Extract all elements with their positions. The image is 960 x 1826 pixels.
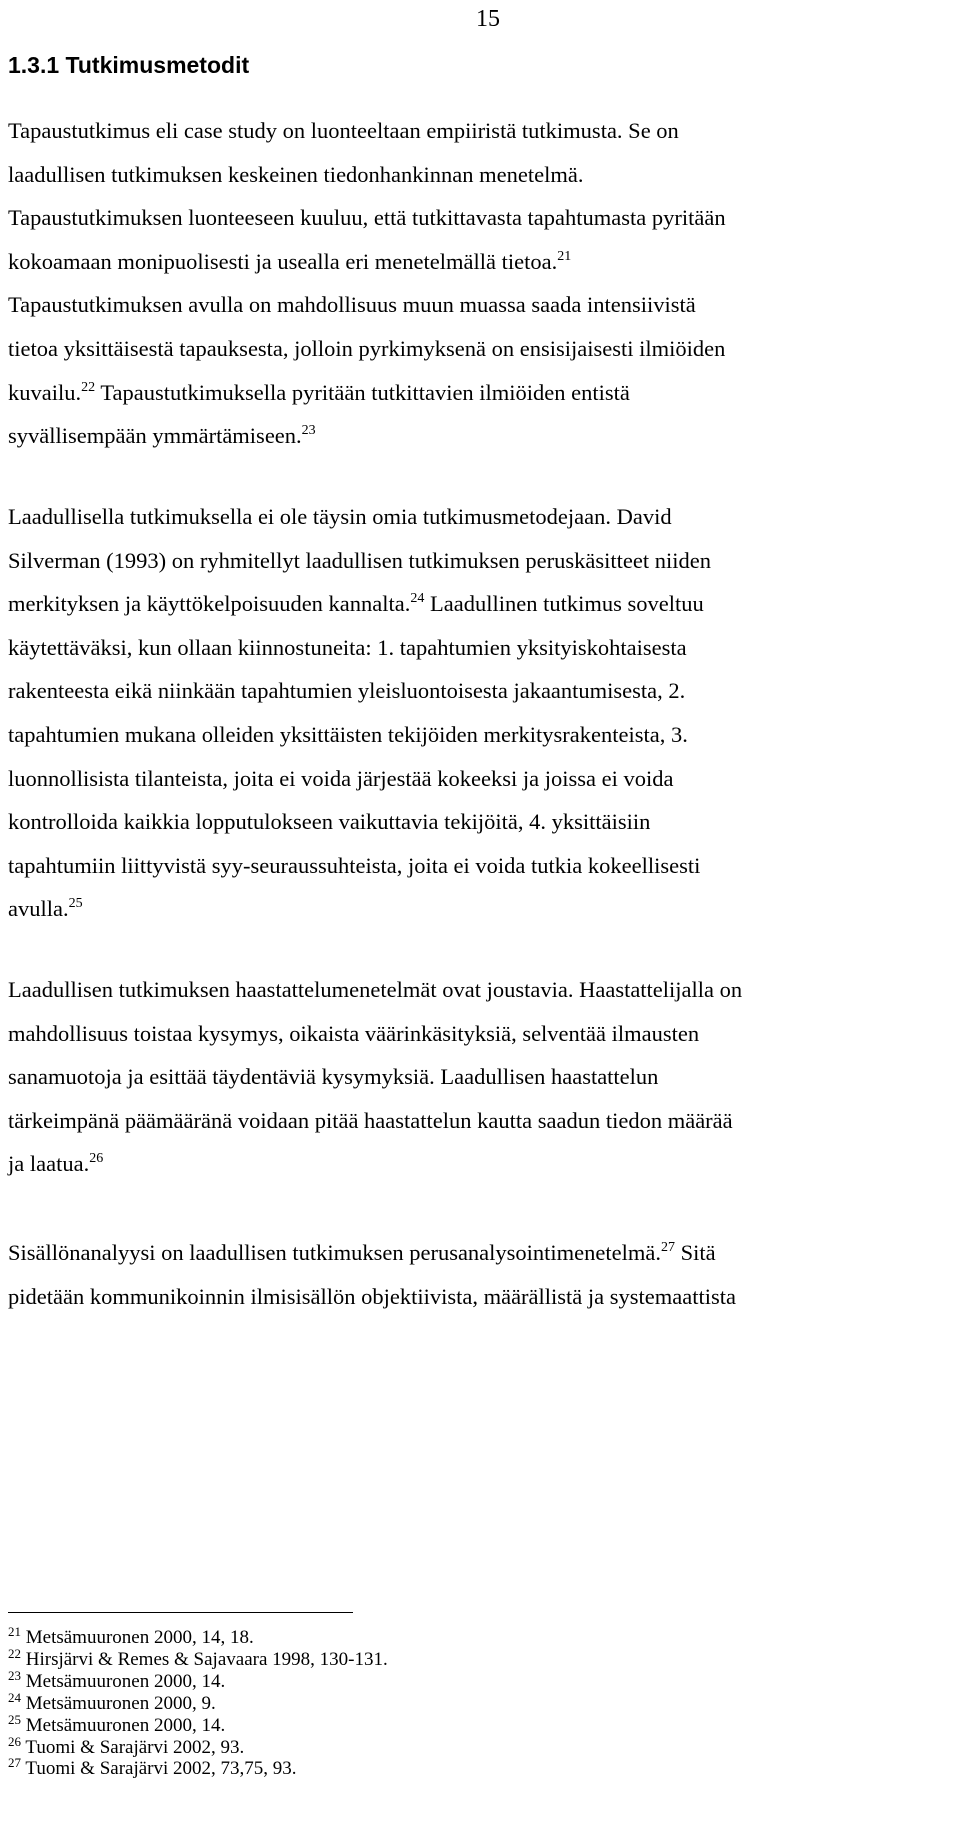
line-text: Tapaustutkimuksen avulla on mahdollisuus muun muassa saada intensiivistä: [8, 292, 696, 318]
line-text: laadullisen tutkimuksen keskeinen tiedonhankinnan menetelmä.: [8, 161, 584, 187]
text-line: [8, 502, 672, 532]
footnote-rule: [8, 1612, 353, 1613]
line-text: luonnollisista tilanteista, joita ei voida järjestää kokeeksi ja joissa ei voida: [8, 765, 674, 791]
text-line: [8, 203, 726, 233]
line-text: kontrolloida kaikkia lopputulokseen vaikuttavia tekijöitä, 4. yksittäisiin: [8, 809, 651, 835]
line-text: kokoamaan monipuolisesti ja usealla eri menetelmällä tietoa.: [8, 248, 558, 274]
footnote: [8, 1757, 297, 1781]
line-text: Laadullisella tutkimuksella ei ole täysin omia tutkimusmetodejaan. David: [8, 504, 672, 529]
text-line: [8, 851, 700, 881]
line-text: tapahtumiin liittyvistä syy-seuraussuhteista, joita ei voida tutkia kokeellisesti: [8, 852, 701, 878]
footnote-text: Tuomi & Sarajärvi 2002, 93.: [25, 1736, 245, 1758]
page-number: 15: [476, 6, 500, 32]
line-text: tietoa yksittäisestä tapauksesta, jolloin pyrkimyksenä on ensisijaisesti ilmiöiden: [8, 336, 726, 361]
footnote-text: Hirsjärvi & Remes & Sajavaara 1998, 130-131.: [25, 1648, 388, 1670]
line-text: kuvailu.: [8, 379, 82, 405]
text-line: [8, 807, 650, 837]
footnote-number: 21: [8, 1624, 21, 1639]
line-text-continued: Sitä: [675, 1240, 716, 1265]
line-text: ja laatua.: [8, 1151, 90, 1177]
line-text: Sisällönanalyysi on laadullisen tutkimuksen perusanalysointimenetelmä.: [8, 1240, 662, 1265]
text-line: [8, 720, 688, 750]
footnote-reference: 25: [68, 896, 83, 912]
footnote-reference: 24: [410, 591, 425, 607]
text-line: [8, 160, 583, 190]
footnote-reference: 26: [89, 1151, 104, 1167]
text-line: [8, 546, 711, 576]
line-text: rakenteesta eikä niinkään tapahtumien yleisluontoisesta jakaantumisesta, 2.: [8, 678, 686, 704]
footnote-reference: 23: [301, 423, 316, 439]
footnote-text: Metsämuuronen 2000, 14, 18.: [25, 1627, 254, 1648]
text-line: [8, 1238, 716, 1268]
text-line: [8, 975, 742, 1005]
footnote-text: Tuomi & Sarajärvi 2002, 73,75, 93.: [25, 1758, 297, 1780]
line-text: Laadullisen tutkimuksen haastattelumenetelmät ovat joustavia. Haastattelijalla on: [8, 977, 743, 1002]
line-text-continued: Tapaustutkimuksella pyritään tutkittavien ilmiöiden entistä: [95, 379, 630, 405]
section-heading: 1.3.1 Tutkimusmetodit: [8, 52, 250, 78]
text-line: [8, 290, 696, 320]
line-text: mahdollisuus toistaa kysymys, oikaista väärinkäsityksiä, selventää ilmausten: [8, 1020, 700, 1046]
line-text: Tapaustutkimus eli case study on luonteeltaan empiiristä tutkimusta. Se on: [8, 118, 679, 143]
text-line: [8, 378, 630, 408]
line-text: syvällisempään ymmärtämiseen.: [8, 423, 302, 449]
line-text: avulla.: [8, 896, 69, 922]
footnote-number: 26: [8, 1733, 21, 1749]
footnote-number: 22: [8, 1645, 21, 1661]
footnote-reference: 27: [661, 1240, 676, 1255]
line-text: tapahtumien mukana olleiden yksittäisten tekijöiden merkitysrakenteista, 3.: [8, 722, 688, 747]
text-line: [8, 116, 679, 146]
text-line: [8, 1062, 658, 1092]
footnote: [8, 1733, 245, 1760]
footnote-text: Metsämuuronen 2000, 14.: [25, 1714, 226, 1736]
footnote-number: 23: [8, 1667, 21, 1683]
footnote-number: 25: [8, 1711, 21, 1727]
footnote: [8, 1626, 254, 1650]
text-line: [8, 676, 685, 706]
line-text: pidetään kommunikoinnin ilmisisällön objektiivista, määrällistä ja systemaattista: [8, 1283, 736, 1309]
footnote-text: Metsämuuronen 2000, 14.: [25, 1670, 226, 1692]
text-line: [8, 421, 316, 451]
line-text: tärkeimpänä päämääränä voidaan pitää haastattelun kautta saadun tiedon määrää: [8, 1107, 733, 1133]
text-line: [8, 247, 571, 277]
footnote-number: 24: [8, 1689, 21, 1705]
footnote-text: Metsämuuronen 2000, 9.: [25, 1692, 216, 1714]
line-text: sanamuotoja ja esittää täydentäviä kysymyksiä. Laadullisen haastattelun: [8, 1064, 659, 1090]
text-line: [8, 894, 83, 924]
footnote: [8, 1711, 226, 1738]
footnote: [8, 1667, 226, 1694]
line-text: merkityksen ja käyttökelpoisuuden kannalta.: [8, 591, 411, 617]
line-text: Tapaustutkimuksen luonteeseen kuuluu, että tutkittavasta tapahtumasta pyritään: [8, 205, 726, 231]
footnote-number: 27: [8, 1755, 21, 1771]
text-line: [8, 1282, 736, 1312]
text-line: [8, 1149, 103, 1179]
text-line: [8, 1106, 733, 1136]
text-line: [8, 1019, 699, 1049]
line-text: Silverman (1993) on ryhmitellyt laadullisen tutkimuksen peruskäsitteet niiden: [8, 547, 711, 573]
text-line: [8, 633, 687, 663]
footnote-reference: 21: [557, 248, 572, 264]
line-text: käytettäväksi, kun ollaan kiinnostuneita: 1. tapahtumien yksityiskohtaisesta: [8, 634, 687, 660]
text-line: [8, 764, 673, 794]
footnote: [8, 1689, 216, 1716]
line-text-continued: Laadullinen tutkimus soveltuu: [424, 591, 704, 617]
text-line: [8, 334, 725, 364]
text-line: [8, 589, 704, 619]
footnote: [8, 1645, 388, 1672]
footnote-reference: 22: [81, 379, 96, 395]
